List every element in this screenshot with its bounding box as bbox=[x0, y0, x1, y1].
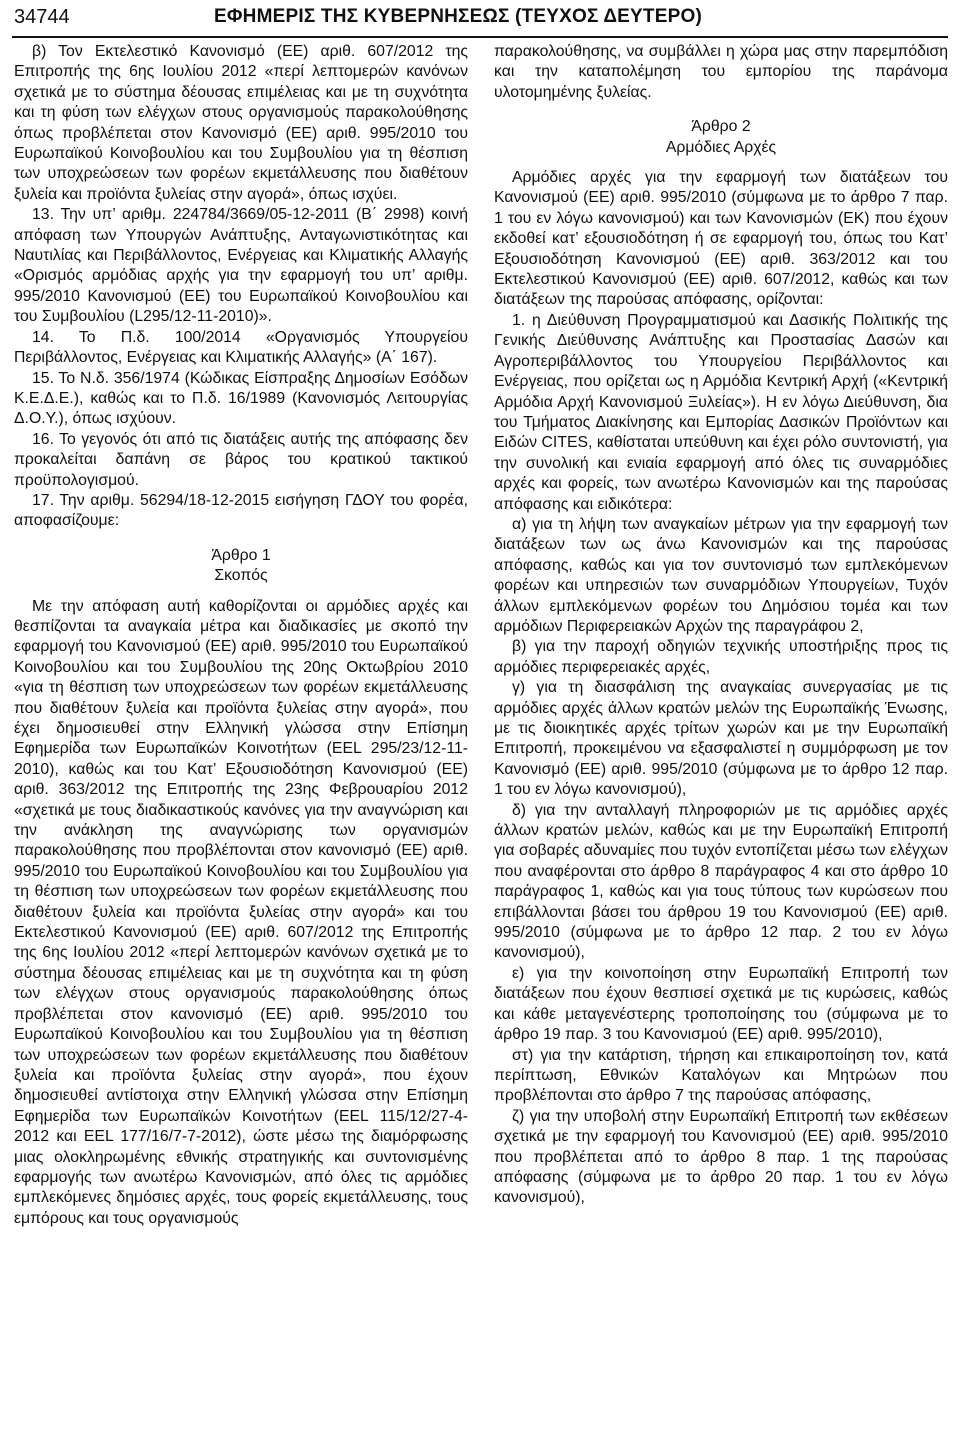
paragraph: παρακολούθησης, να συμβάλλει η χώρα μας στην παρεμπόδιση και την καταπολέμηση του εμπορίου της παράνομα υλοτομημένης ξυλείας. bbox=[494, 43, 948, 101]
right-column bbox=[494, 42, 948, 1209]
article-title: Άρθρο 2 bbox=[691, 118, 751, 136]
paragraph: Με την απόφαση αυτή καθορίζονται οι αρμόδιες αρχές και θεσπίζονται τα αναγκαία μέτρα και διαδικασίες με σκοπό την εφαρμογή του Κανονισμού (ΕΕ) αριθ. 995/2010 του Ευρωπαϊκού Κοινοβουλίου και του Συμβουλίου της 20ης Οκτωβρίου 2010 «για τη θέσπιση των υποχρεώσεων των φορέων εκμετάλλευσης που διαθέτουν ξυλεία και προϊόντα ξυλείας στην αγορά», που έχει δημοσιευθεί στην Ελληνική γλώσσα στην Επίσημη Εφημερίδα των Ευρωπαϊκών Κοινοτήτων (EEL 295/23/12-11-2010), καθώς και του Κατ’ Εξουσιοδότηση Κανονισμού (ΕΕ) αριθ. 363/2012 της Επιτροπής της 23ης Φεβρουαρίου 2012 «σχετικά με τους διαδικαστικούς κανόνες για την αναγνώριση και την ανάκληση της αναγνώρισης των οργανισμών παρακολούθησης που προβλέπονται στον κανονισμό (ΕΕ) αριθ. 995/2010 του Ευρωπαϊκού Κοινοβουλίου και του Συμβουλίου για τη θέσπιση των υποχρεώσεων των φορέων εκμετάλλευσης που διαθέτουν ξυλεία και προϊόντα ξυλείας στην αγορά» και του Εκτελεστικού Κανονισμού (ΕΕ) αριθ. 607/2012 της Επιτροπής της 6ης Ιουλίου 2012 «περί λεπτομερών κανόνων σχετικά με το σύστημα δέουσας επιμέλειας και με τη συχνότητα και τη φύση των ελέγχων στους οργανισμούς παρακολούθησης όπως προβλέπεται στον κανονισμό (ΕΕ) αριθ. 995/2010 του Ευρωπαϊκού Κοινοβουλίου και του Συμβουλίου για τη θέσπιση των υποχρεώσεων των φορέων εκμετάλλευσης που διαθέτουν ξυλεία και προϊόντα ξυλείας στην αγορά», που έχουν δημοσιευθεί αντίστοιχα στην Ελληνική γλώσσα στην Επίσημη Εφημερίδα των Ευρωπαϊκών Κοινοτήτων (EEL 115/12/27-4-2012 και EEL 177/16/7-7-2012), ώστε μέσω της διαμόρφωσης μιας ολοκληρωμένης εθνικής στρατηγικής και συντονισμένης εφαρμογής των ανωτέρω Κανονισμών, από όλες τις αρμόδιες εμπλεκόμενες δημόσιες αρχές, τους φορείς εκμετάλλευσης, τους εμπόρους και τους οργανισμούς bbox=[14, 597, 468, 1227]
article-subtitle: Σκοπός bbox=[214, 567, 268, 585]
paragraph: στ) για την κατάρτιση, τήρηση και επικαιροποίηση τον, κατά περίπτωση, Εθνικών Καταλόγων και Μητρώων που προβλέπονται στο άρθρο 7 της παρούσας απόφασης, bbox=[494, 1046, 948, 1105]
paragraph: 17. Την αριθμ. 56294/18-12-2015 εισήγηση ΓΔΟΥ του φορέα, αποφασίζουμε: bbox=[14, 491, 468, 530]
article-2-heading bbox=[494, 117, 948, 158]
left-column bbox=[14, 42, 468, 1229]
paragraph: 16. Το γεγονός ότι από τις διατάξεις αυτής της απόφασης δεν προκαλείται δαπάνη σε βάρος του κρατικού τακτικού προϋπολογισμού. bbox=[14, 430, 468, 489]
article-title: Άρθρο 1 bbox=[211, 546, 271, 564]
paragraph: 1. η Διεύθυνση Προγραμματισμού και Δασικής Πολιτικής της Γενικής Διεύθυνσης Ανάπτυξης και Προστασίας Δασών και Αγροπεριβάλλοντος του Υπουργείου Περιβάλλοντος και Ενέργειας, που ορίζεται ως η Αρμόδια Κεντρική Αρχή («Κεντρική Αρμόδια Αρχή Κανονισμού Ξυλείας»). Η εν λόγω Διεύθυνση, δια του Τμήματος Διακίνησης και Εμπορίας Δασικών Προϊόντων και Ειδών CITES, καθίσταται υπεύθυνη και έχει ρόλο συντονιστή, για την συνολική και ενιαία εφαρμογή από όλες τις συναρμόδιες αρχές και φορείς, των ανωτέρω Κανονισμών και της παρούσας απόφασης και ειδικότερα: bbox=[494, 311, 948, 513]
page-number: 34744 bbox=[14, 6, 70, 28]
paragraph: β) για την παροχή οδηγιών τεχνικής υποστήριξης προς τις αρμόδιες περιφερειακές αρχές, bbox=[494, 638, 948, 676]
header-divider bbox=[12, 36, 948, 38]
paragraph: Αρμόδιες αρχές για την εφαρμογή των διατάξεων του Κανονισμού (ΕΕ) αριθ. 995/2010 (σύμφωνα με το άρθρο 7 παρ. 1 του εν λόγω κανονισμού) και των Κανονισμών (ΕΚ) που έχουν εκδοθεί κατ’ εξουσιοδότηση ή σε εφαρμογή του, όπως του Κατ’ Εξουσιοδότηση Κανονισμού (ΕΕ) αριθ. 363/2012 και του Εκτελεστικού Κανονισμού (ΕΕ) αριθ. 607/2012, καθώς και των διατάξεων της παρούσας απόφασης, ορίζονται: bbox=[494, 169, 948, 309]
paragraph: ε) για την κοινοποίηση στην Ευρωπαϊκή Επιτροπή των διατάξεων που έχουν θεσπισεί σχετικά με τις κυρώσεις, καθώς και κάθε μεταγενέστερης τροποποίησης του (σύμφωνα με το άρθρο 19 παρ. 3 του Κανονισμού (ΕΕ) αριθ. 995/2010), bbox=[494, 964, 948, 1044]
paragraph: 14. Το Π.δ. 100/2014 «Οργανισμός Υπουργείου Περιβάλλοντος, Ενέργειας και Κλιματικής Αλλαγής» (Α΄ 167). bbox=[14, 328, 468, 367]
paragraph: γ) για τη διασφάλιση της αναγκαίας συνεργασίας με τις αρμόδιες αρχές άλλων κρατών μελών της Ευρωπαϊκής Ένωσης, με τις διοικητικές αρχές τρίτων χωρών και με την Ευρωπαϊκή Επιτροπή, προκειμένου να εξασφαλιστεί η συμμόρφωση με τον Κανονισμό (ΕΕ) αριθ. 995/2010 (σύμφωνα με το άρθρο 12 παρ. 1 του εν λόγω κανονισμού), bbox=[494, 679, 948, 799]
paragraph: δ) για την ανταλλαγή πληροφοριών με τις αρμόδιες αρχές άλλων κρατών μελών, καθώς και με την Ευρωπαϊκή Επιτροπή για σοβαρές αδυναμίες που τυχόν εντοπίζεται μέσω των ελέγχων που αναφέρονται στο άρθρο 8 παράγραφος 4 και στο άρθρο 10 παράγραφος 1, καθώς και για τους τύπους των κυρώσεων που επιβάλλονται βάσει του άρθρου 19 του Κανονισμού (ΕΕ) αριθ. 995/2010 (σύμφωνα με το άρθρο 12 παρ. 2 του εν λόγω κανονισμού), bbox=[494, 801, 948, 962]
article-1-heading bbox=[14, 546, 468, 587]
paragraph: 15. Το Ν.δ. 356/1974 (Κώδικας Είσπραξης Δημοσίων Εσόδων Κ.Ε.Δ.Ε.), καθώς και το Π.δ. 16/1989 (Κανονισμός Λειτουργίας Δ.Ο.Υ.), όπως ισχύουν. bbox=[14, 369, 468, 428]
paragraph: ζ) για την υποβολή στην Ευρωπαϊκή Επιτροπή των εκθέσεων σχετικά με την εφαρμογή του Κανονισμού (ΕΕ) αριθ. 995/2010 που προβλέπεται από το άρθρο 8 παρ. 1 της παρούσας απόφασης (σύμφωνα με το άρθρο 20 παρ. 1 του εν λόγω κανονισμού), bbox=[494, 1107, 948, 1207]
paragraph: α) για τη λήψη των αναγκαίων μέτρων για την εφαρμογή των διατάξεων των ως άνω Κανονισμών και της παρούσας απόφασης, καθώς και για τον συντονισμό των εμπλεκόμενων φορέων και υπηρεσιών των συναρμόδιων Υπουργείων, Τυχόν άλλων εμπλεκόμενων φορέων του Δημόσιου τομέα και των αρμόδιων Περιφερειακών Αρχών της παραγράφου 2, bbox=[494, 515, 948, 635]
gazette-title: ΕΦΗΜΕΡΙΣ ΤΗΣ ΚΥΒΕΡΝΗΣΕΩΣ (ΤΕΥΧΟΣ ΔΕΥΤΕΡΟ) bbox=[214, 6, 702, 27]
paragraph: β) Τον Εκτελεστικό Κανονισμό (ΕΕ) αριθ. 607/2012 της Επιτροπής της 6ης Ιουλίου 2012 «περί λεπτομερών κανόνων σχετικά με το σύστημα δέουσας επιμέλειας και με τη συχνότητα και τη φύση των ελέγχων στους οργανισμούς παρακολούθησης όπως προβλέπεται στον Κανονισμό (ΕΕ) αριθ. 995/2010 του Ευρωπαϊκού Κοινοβουλίου και του Συμβουλίου για τη θέσπιση των υποχρεώσεων των φορέων εκμετάλλευσης που διαθέτουν ξυλεία και προϊόντα ξυλείας στην αγορά», όπως ισχύει. bbox=[14, 43, 468, 203]
page-header bbox=[14, 2, 944, 36]
article-subtitle: Αρμόδιες Αρχές bbox=[665, 138, 777, 156]
paragraph: 13. Την υπ’ αριθμ. 224784/3669/05-12-2011 (Β΄ 2998) κοινή απόφαση των Υπουργών Ανάπτυξης, Ανταγωνιστικότητας και Ναυτιλίας και Περιβάλλοντος, Ενέργειας και Κλιματικής Αλλαγής «Ορισμός αρμόδιας αρχής για την εφαρμογή του υπ’ αριθμ. 995/2010 Κανονισμού (ΕΕ) του Ευρωπαϊκού Κοινοβουλίου και του Συμβουλίου (L295/12-11-2010)». bbox=[14, 206, 468, 326]
